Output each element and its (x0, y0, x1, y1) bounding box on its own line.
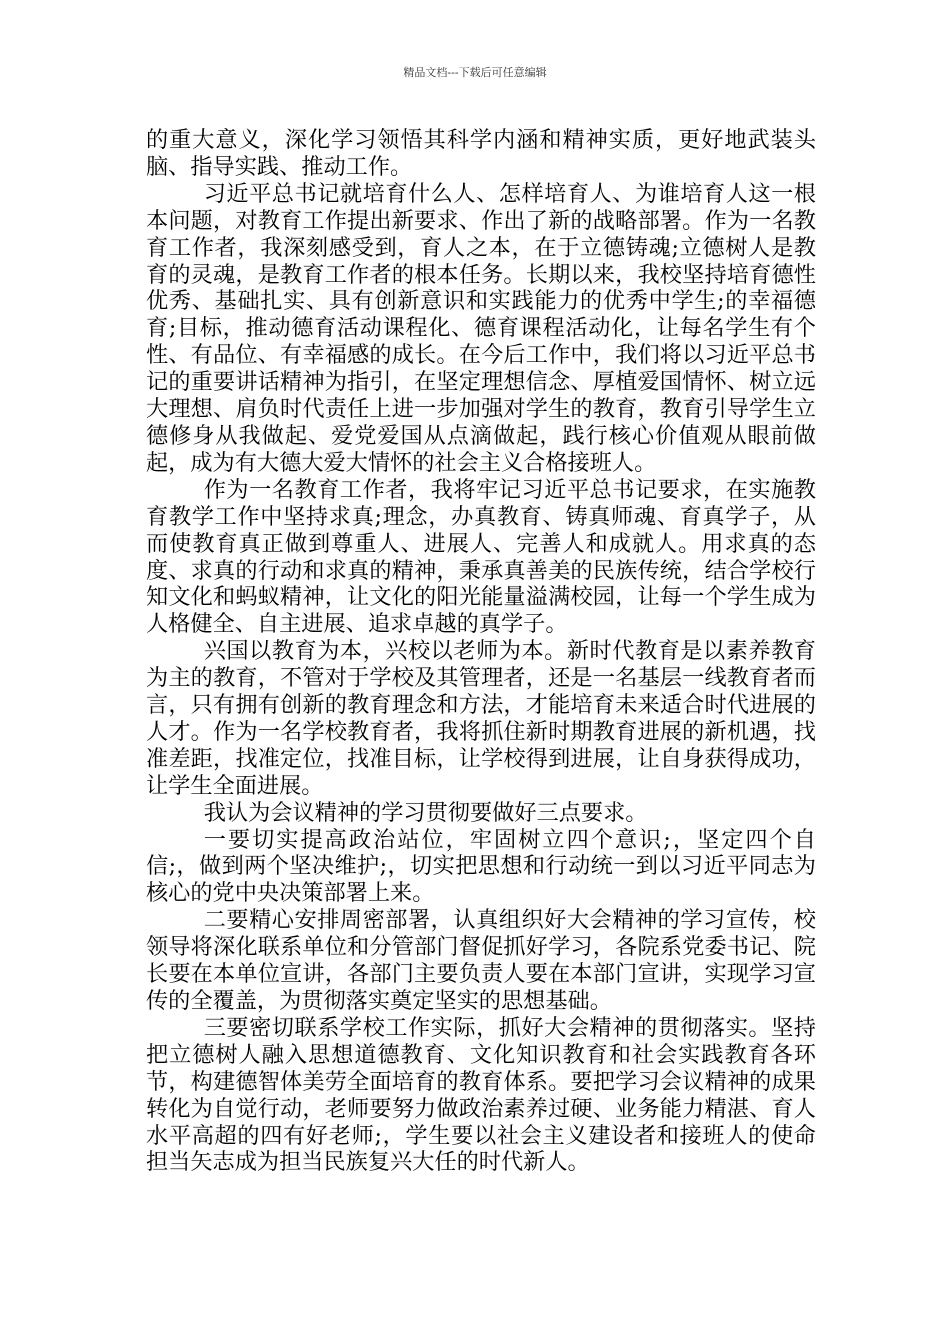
page-header: 精品文档---下载后可任意编辑 (403, 66, 547, 79)
paragraph-requirement-three: 三要密切联系学校工作实际，抓好大会精神的贯彻落实。坚持把立德树人融入思想道德教育、文化知识教育和社会实践教育各环节，构建德智体美劳全面培育的教育体系。要把学习会议精神的成果转化为自觉行动，老师要努力做政治素养过硬、业务能力精湛、育人水平高超的四有好老师;，学生要以社会主义建设者和接班人的使命担当矢志成为担当民族复兴大任的时代新人。 (146, 1014, 816, 1176)
paragraph-requirement-one: 一要切实提高政治站位，牢固树立四个意识;，坚定四个自信;，做到两个坚决维护;，切实把思想和行动统一到以习近平同志为核心的党中央决策部署上来。 (146, 826, 816, 907)
document-body (146, 127, 816, 1176)
paragraph-requirement-two: 二要精心安排周密部署，认真组织好大会精神的学习宣传，校领导将深化联系单位和分管部门督促抓好学习，各院系党委书记、院长要在本单位宣讲，各部门主要负责人要在本部门宣讲，实现学习宣传的全覆盖，为贯彻落实奠定坚实的思想基础。 (146, 907, 816, 1014)
paragraph-education-mission: 习近平总书记就培育什么人、怎样培育人、为谁培育人这一根本问题，对教育工作提出新要求、作出了新的战略部署。作为一名教育工作者，我深刻感受到，育人之本，在于立德铸魂;立德树人是教育的灵魂，是教育工作者的根本任务。长期以来，我校坚持培育德性优秀、基础扎实、具有创新意识和实践能力的优秀中学生;的幸福德育;目标，推动德育活动课程化、德育课程活动化，让每名学生有个性、有品位、有幸福感的成长。在今后工作中，我们将以习近平总书记的重要讲话精神为指引，在坚定理想信念、厚植爱国情怀、树立远大理想、肩负时代责任上进一步加强对学生的教育，教育引导学生立德修身从我做起、爱党爱国从点滴做起，践行核心价值观从眼前做起，成为有大德大爱大情怀的社会主义合格接班人。 (146, 180, 816, 476)
paragraph-continuation: 的重大意义，深化学习领悟其科学内涵和精神实质，更好地武装头脑、指导实践、推动工作。 (146, 127, 816, 180)
paragraph-three-requirements: 我认为会议精神的学习贯彻要做好三点要求。 (203, 799, 648, 826)
paragraph-seeking-truth: 作为一名教育工作者，我将牢记习近平总书记要求，在实施教育教学工作中坚持求真;理念，办真教育、铸真师魂、育真学子，从而使教育真正做到尊重人、进展人、完善人和成就人。用求真的态度、求真的行动和求真的精神，秉承真善美的民族传统，结合学校行知文化和蚂蚁精神，让文化的阳光能量溢满校园，让每一个学生成为人格健全、自主进展、追求卓越的真学子。 (146, 476, 816, 638)
paragraph-teacher-foundation: 兴国以教育为本，兴校以老师为本。新时代教育是以素养教育为主的教育，不管对于学校及其管理者，还是一名基层一线教育者而言，只有拥有创新的教育理念和方法，才能培育未来适合时代进展的人才。作为一名学校教育者，我将抓住新时期教育进展的新机遇，找准差距，找准定位，找准目标，让学校得到进展，让自身获得成功，让学生全面进展。 (146, 638, 816, 799)
